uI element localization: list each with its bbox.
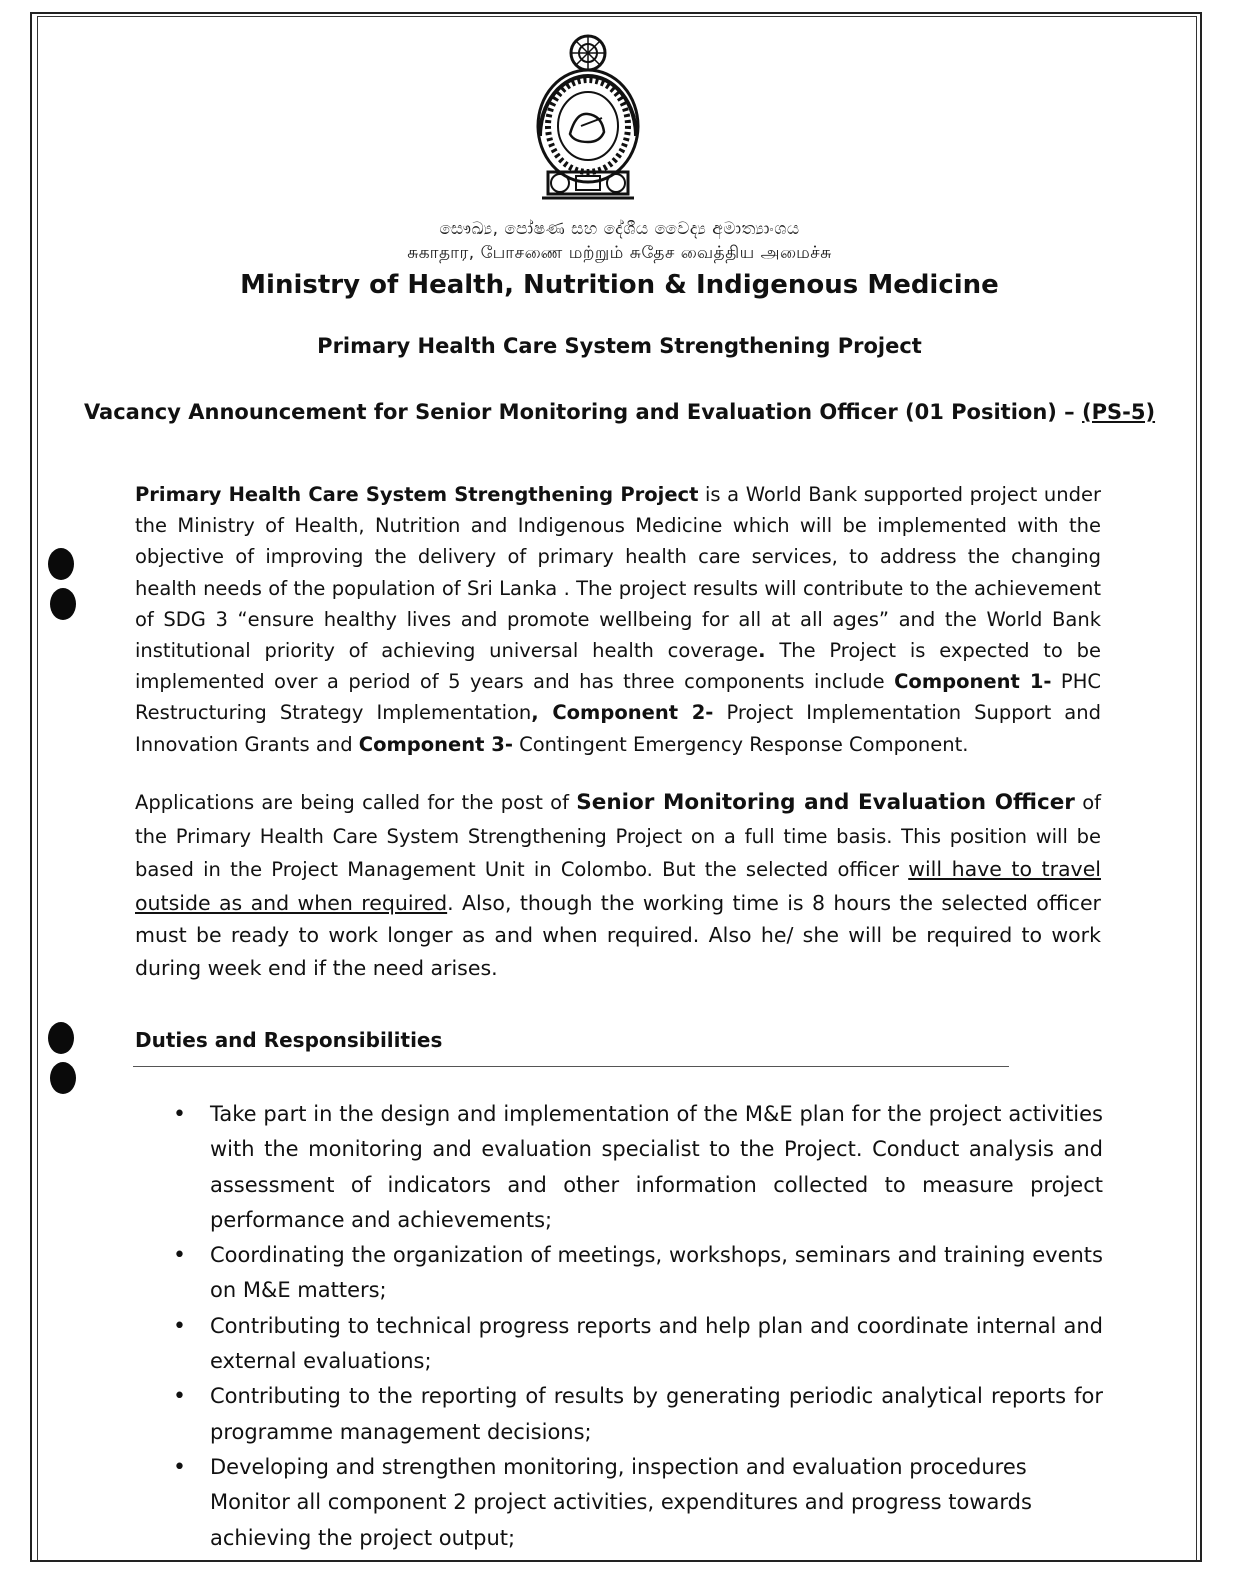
intro-project-name: Primary Health Care System Strengthening Project: [135, 483, 699, 506]
post-title: Senior Monitoring and Evaluation Officer: [576, 790, 1075, 815]
tamil-ministry-name: சுகாதார, போசணை மற்றும் சுதேச வைத்திய அமைச்சு: [407, 243, 832, 263]
applications-paragraph: [135, 786, 1101, 985]
intro-text: The Project is expected to be implemented over a period of 5 years and has three components include: [135, 639, 1101, 694]
ministry-title: Ministry of Health, Nutrition & Indigenous Medicine: [240, 270, 999, 300]
intro-text: Project Implementation Support and Innovation Grants and: [135, 701, 1101, 756]
travel-requirement: will have to travel outside as and when required: [135, 857, 1101, 915]
intro-text: is a World Bank supported project under the Ministry of Health, Nutrition and Indigenous Medicine which will be implemented with the objective of improving the delivery of primary health care services, to address the changing health needs of the population of Sri Lanka . The project results will contribute to the achievement of SDG 3 “ensure healthy lives and promote wellbeing for all at all ages” and the World Bank institutional priority of achieving universal health coverage: [135, 483, 1101, 663]
applications-text: Applications are being called for the post of: [135, 791, 577, 814]
list-item-text: Developing and strengthen monitoring, inspection and evaluation procedures: [210, 1454, 1027, 1479]
list-item: • Contributing to the reporting of results by generating periodic analytical reports for programme management decisions;: [210, 1379, 1103, 1450]
component-1-label: Component 1-: [894, 670, 1052, 694]
sinhala-ministry-name: සෞඛ්‍ය, පෝෂණ සහ දේශීය වෛද්‍ය අමාත්‍යාංශය: [439, 219, 800, 239]
applications-text: of the Primary Health Care System Strengthening Project on a full time basis. This position will be based in the Project Management Unit in Colombo. But the selected officer: [135, 791, 1102, 882]
list-item: • Coordinating the organization of meetings, workshops, seminars and training events on M&E matters;: [210, 1238, 1103, 1309]
list-item: [210, 1450, 1103, 1556]
vacancy-heading-text: Vacancy Announcement for Senior Monitoring and Evaluation Officer (01 Position) –: [83, 400, 1082, 424]
list-item-continuation: Monitor all component 2 project activities, expenditures and progress towards achieving the project output;: [210, 1490, 1032, 1550]
list-item: • Take part in the design and implementation of the M&E plan for the project activities with the monitoring and evaluation specialist to the Project. Conduct analysis and assessment of indicators and other information collected to measure project performance and achievements;: [210, 1097, 1103, 1238]
component-3-label: Component 3-: [358, 732, 513, 756]
vacancy-heading: [0, 400, 1239, 424]
intro-text: PHC Restructuring Strategy Implementation: [135, 670, 1101, 725]
punch-hole: [48, 548, 74, 580]
intro-text: Contingent Emergency Response Component.: [512, 732, 969, 756]
section-divider: [133, 1066, 1009, 1067]
component-2-label: , Component 2-: [531, 701, 714, 725]
duties-heading: Duties and Responsibilities: [135, 1028, 443, 1052]
project-title: Primary Health Care System Strengthening Project: [317, 334, 922, 358]
intro-dot: .: [758, 639, 766, 663]
punch-hole: [50, 1062, 76, 1094]
intro-paragraph: [135, 479, 1101, 760]
punch-hole: [50, 588, 76, 620]
national-emblem-icon: [526, 26, 650, 204]
punch-hole: [48, 1022, 74, 1054]
applications-text: . Also, though the working time is 8 hours the selected officer must be ready to work longer as and when required. Also he/ she will be required to work during week end if the need arises.: [135, 890, 1101, 980]
list-item: • Contributing to technical progress reports and help plan and coordinate internal and external evaluations;: [210, 1309, 1103, 1380]
duties-list: [210, 1097, 1103, 1556]
vacancy-code: (PS-5): [1082, 400, 1156, 424]
